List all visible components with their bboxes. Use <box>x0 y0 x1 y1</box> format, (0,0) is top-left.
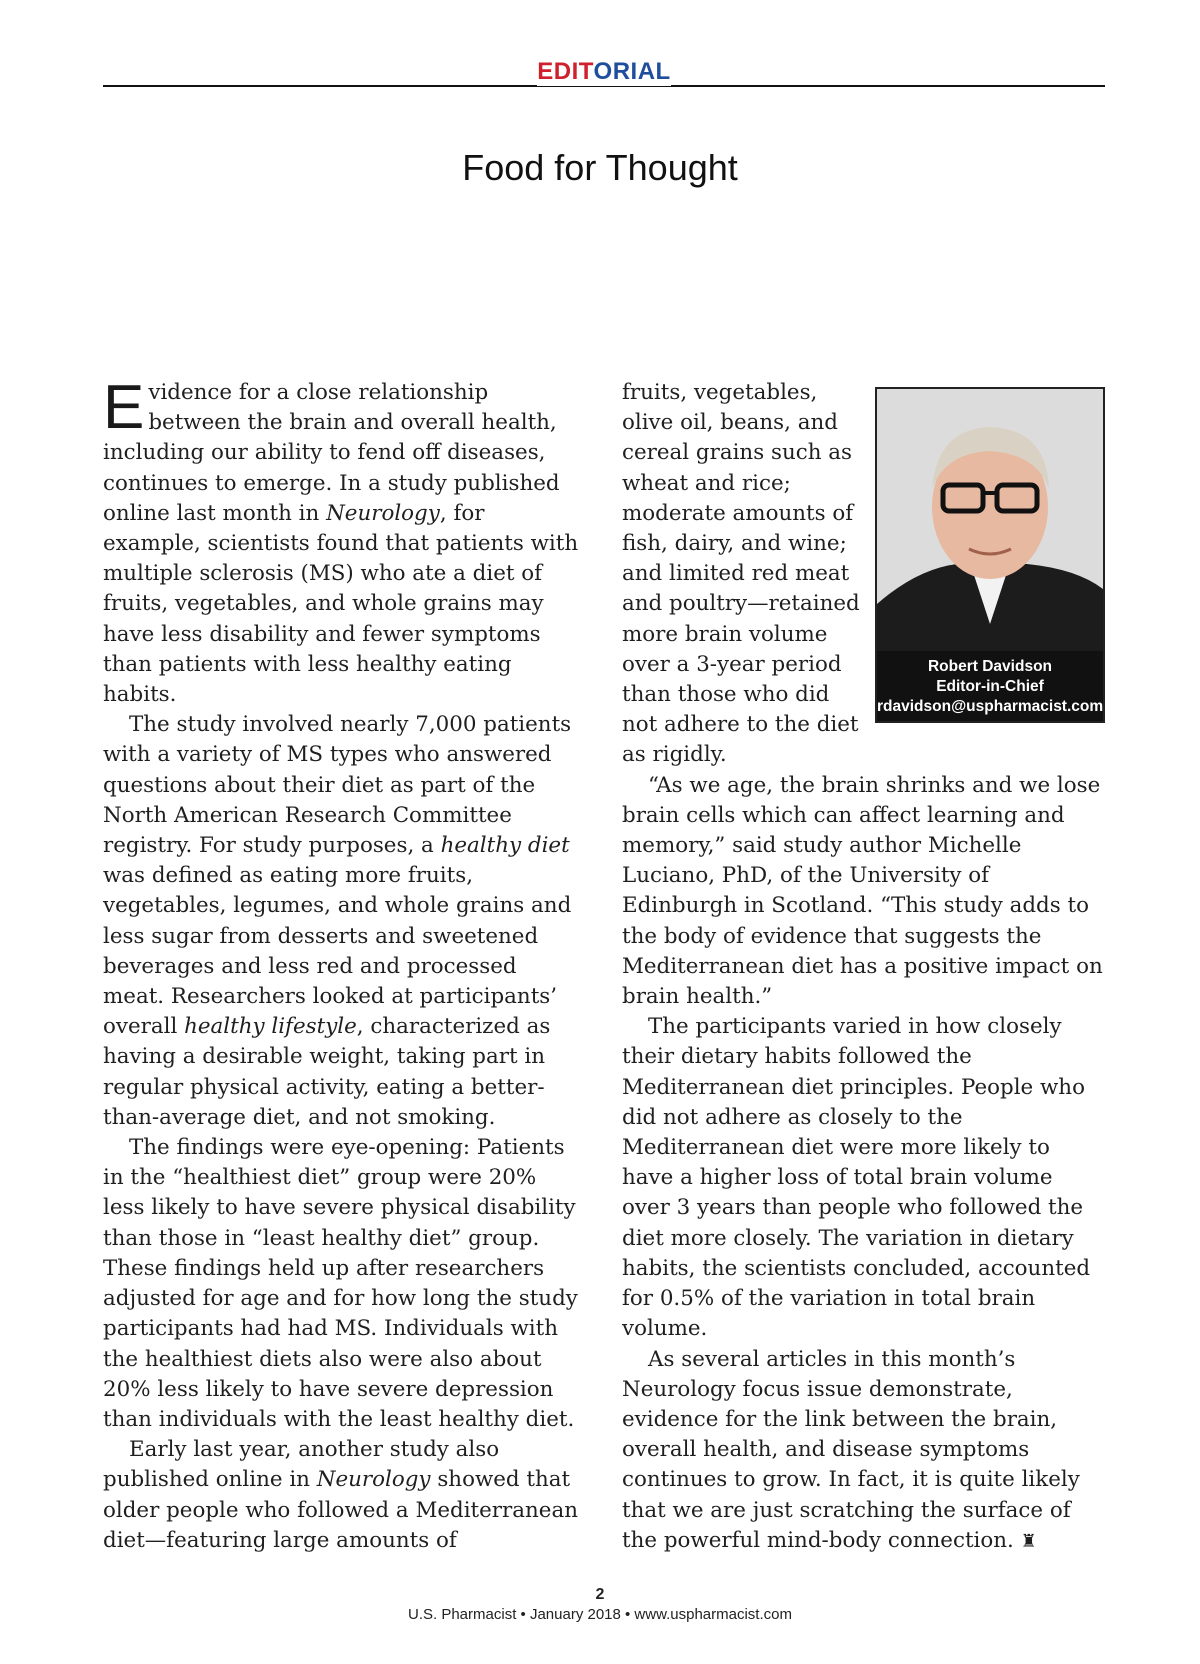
editor-email: rdavidson@uspharmacist.com <box>877 698 1104 715</box>
paragraph: Robert Davidson Editor-in-Chief rdavidson@uspharmacist.com fruits, vegetables, olive oil, beans, and cereal grains such as wheat and rice; moderate amounts of fish, dairy, and wine; and limited red meat and poultry—retained more brain volume over a 3-year period than those who did not adhere to the diet as rigidly. <box>622 380 1104 768</box>
article-title: Food for Thought <box>462 147 738 188</box>
section-header <box>103 58 1105 88</box>
portrait-image <box>877 389 1103 651</box>
drop-cap: E <box>103 373 145 442</box>
paragraph: Early last year, another study also published online in Neurology showed that older people who followed a Mediterranean diet—featuring large amounts of <box>103 1437 578 1553</box>
paragraph: “As we age, the brain shrinks and we lose brain cells which can affect learning and memory,” said study author Michelle Luciano, PhD, of the University of Edinburgh in Scotland. “This study adds to the body of evidence that suggests the Mediterranean diet has a positive impact on brain health.” <box>622 772 1103 1010</box>
page-footer <box>0 1585 1200 1625</box>
paragraph: The findings were eye-opening: Patients in the “healthiest diet” group were 20% less likely to have severe physical disability than those in “least healthy diet” group. These findings held up after researchers adjusted for age and for how long the study participants had had MS. Individuals with the healthiest diets also were also about 20% less likely to have severe depression than individuals with the least healthy diet. <box>103 1135 578 1432</box>
editor-name: Robert Davidson <box>927 658 1052 675</box>
page-number: 2 <box>595 1586 605 1603</box>
right-column <box>622 378 1105 1557</box>
section-label: EDITORIAL <box>537 58 671 85</box>
author-photo <box>875 387 1105 723</box>
publication-line: U.S. Pharmacist • January 2018 • www.uspharmacist.com <box>408 1606 792 1623</box>
end-mark-icon: ♜ <box>1020 1530 1037 1552</box>
paragraph: As several articles in this month’s Neurology focus issue demonstrate, evidence for the link between the brain, overall health, and disease symptoms continues to grow. In fact, it is quite likely that we are just scratching the surface of the powerful mind-body connection. ♜ <box>622 1346 1080 1553</box>
paragraph: The study involved nearly 7,000 patients with a variety of MS types who answered questions about their diet as part of the North American Research Committee registry. For study purposes, a healthy diet was defined as eating more fruits, vegetables, legumes, and whole grains and less sugar from desserts and sweetened beverages and less red and processed meat. Researchers looked at participants’ overall healthy lifestyle, characterized as having a desirable weight, taking part in regular physical activity, eating a better-than-average diet, and not smoking. <box>103 712 572 1130</box>
editor-role: Editor-in-Chief <box>936 678 1044 695</box>
left-column <box>103 373 583 1556</box>
paragraph: Evidence for a close relationship between the brain and overall health, including our ability to fend off diseases, continues to emerge. In a study published online last month in Neurology, for example, scientists found that patients with multiple sclerosis (MS) who ate a diet of fruits, vegetables, and whole grains may have less disability and fewer symptoms than patients with less healthy eating habits. <box>103 373 579 708</box>
photo-caption <box>877 651 1103 721</box>
paragraph: The participants varied in how closely their dietary habits followed the Mediterranean diet principles. People who did not adhere as closely to the Mediterranean diet were more likely to have a higher loss of total brain volume over 3 years than people who followed the diet more closely. The variation in dietary habits, the scientists concluded, accounted for 0.5% of the variation in total brain volume. <box>622 1014 1091 1342</box>
